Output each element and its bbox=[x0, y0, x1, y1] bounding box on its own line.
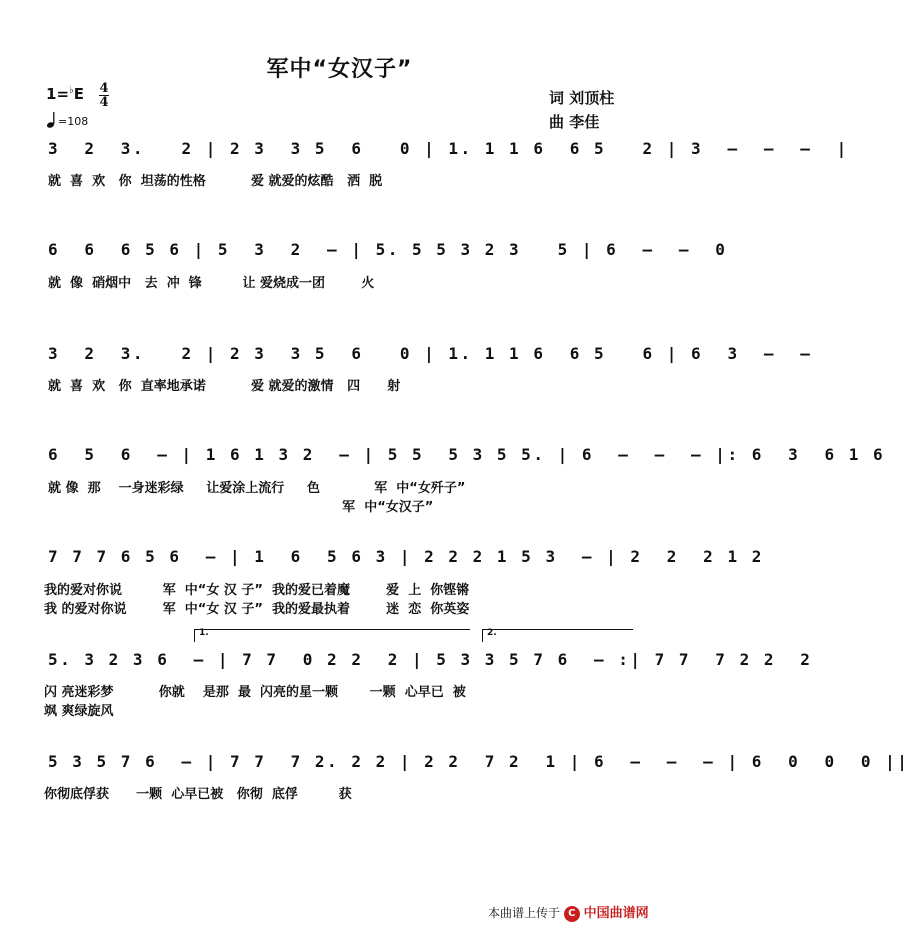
key-equals: = bbox=[56, 85, 70, 103]
volta-second-ending: 2. bbox=[482, 629, 633, 642]
lyricist-credit: 词 刘顶柱 bbox=[549, 89, 615, 107]
notation-row-2: 6 6 6 5 6 | 5 3 2 – | 5. 5 5 3 2 3 5 | 6 – – 0 bbox=[48, 240, 728, 259]
site-name-link[interactable]: 中国曲谱网 bbox=[583, 906, 649, 921]
footer-upload-text: 本曲谱上传于 bbox=[488, 906, 561, 920]
lyric-row-5-verse-2: 我 的爱对你说 军 中“女 汉 子” 我的爱最执着 迷 恋 你英姿 bbox=[44, 602, 470, 617]
time-numerator: 4 bbox=[99, 81, 109, 96]
lyric-row-3: 就 喜 欢 你 直率地承诺 爱 就爱的激情 四 射 bbox=[48, 379, 401, 394]
volta-first-ending: 1. bbox=[194, 629, 470, 642]
time-signature bbox=[98, 82, 110, 109]
notation-row-5: 7 7 7 6 5 6 – | 1 6 5 6 3 | 2 2 2 1 5 3 – | 2 2 2 1 2 bbox=[48, 547, 764, 566]
notation-row-3: 3 2 3. 2 | 2 3 3 5 6 0 | 1. 1 1 6 6 5 6 | 6 3 – – bbox=[48, 344, 813, 363]
key-flat: ♭ bbox=[69, 85, 74, 96]
key-note: E bbox=[73, 85, 84, 103]
footer-upload bbox=[488, 902, 649, 922]
notation-row-7: 5 3 5 7 6 – | 7 7 7 2. 2 2 | 2 2 7 2 1 | 6 – – – | 6 0 0 0 || bbox=[48, 752, 909, 771]
notation-row-6: 5. 3 2 3 6 – | 7 7 0 2 2 2 | 5 3 3 5 7 6 – :| 7 7 7 2 2 2 bbox=[48, 650, 813, 669]
notation-row-1: 3 2 3. 2 | 2 3 3 5 6 0 | 1. 1 1 6 6 5 2 | 3 – – – | bbox=[48, 139, 849, 158]
lyric-row-6-verse-1: 闪 亮迷彩梦 你就 是那 最 闪亮的星一颗 一颗 心早已 被 bbox=[44, 685, 466, 700]
key-tonic: 1 bbox=[46, 85, 57, 103]
notation-row-4: 6 5 6 – | 1 6 1 3 2 – | 5 5 5 3 5 5. | 6 – – – |: 6 3 6 1 6 bbox=[48, 445, 886, 464]
lyric-row-2: 就 像 硝烟中 去 冲 锋 让 爱烧成一团 火 bbox=[48, 276, 375, 291]
time-denominator: 4 bbox=[99, 95, 109, 110]
composer-credit: 曲 李佳 bbox=[549, 113, 600, 131]
tempo-marking bbox=[46, 110, 88, 129]
site-logo-icon: C bbox=[564, 906, 580, 922]
lyric-row-4-verse-2: 军 中“女汉子” bbox=[48, 500, 434, 515]
lyric-row-5-verse-1: 我的爱对你说 军 中“女 汉 子” 我的爱已着魔 爱 上 你铿锵 bbox=[44, 583, 470, 598]
lyric-row-6-verse-2: 飒 爽绿旋风 bbox=[44, 704, 114, 719]
song-title: 军中“女汉子” bbox=[266, 57, 413, 82]
tempo-value: =108 bbox=[58, 115, 89, 128]
lyric-row-1: 就 喜 欢 你 坦荡的性格 爱 就爱的炫酷 洒 脱 bbox=[48, 174, 383, 189]
key-signature bbox=[46, 85, 84, 103]
quarter-note-icon bbox=[46, 111, 58, 129]
lyric-row-4-verse-1: 就 像 那 一身迷彩绿 让爱涂上流行 色 军 中“女歼子” bbox=[48, 481, 466, 496]
lyric-row-7: 你彻底俘获 一颗 心早已被 你彻 底俘 获 bbox=[44, 787, 352, 802]
